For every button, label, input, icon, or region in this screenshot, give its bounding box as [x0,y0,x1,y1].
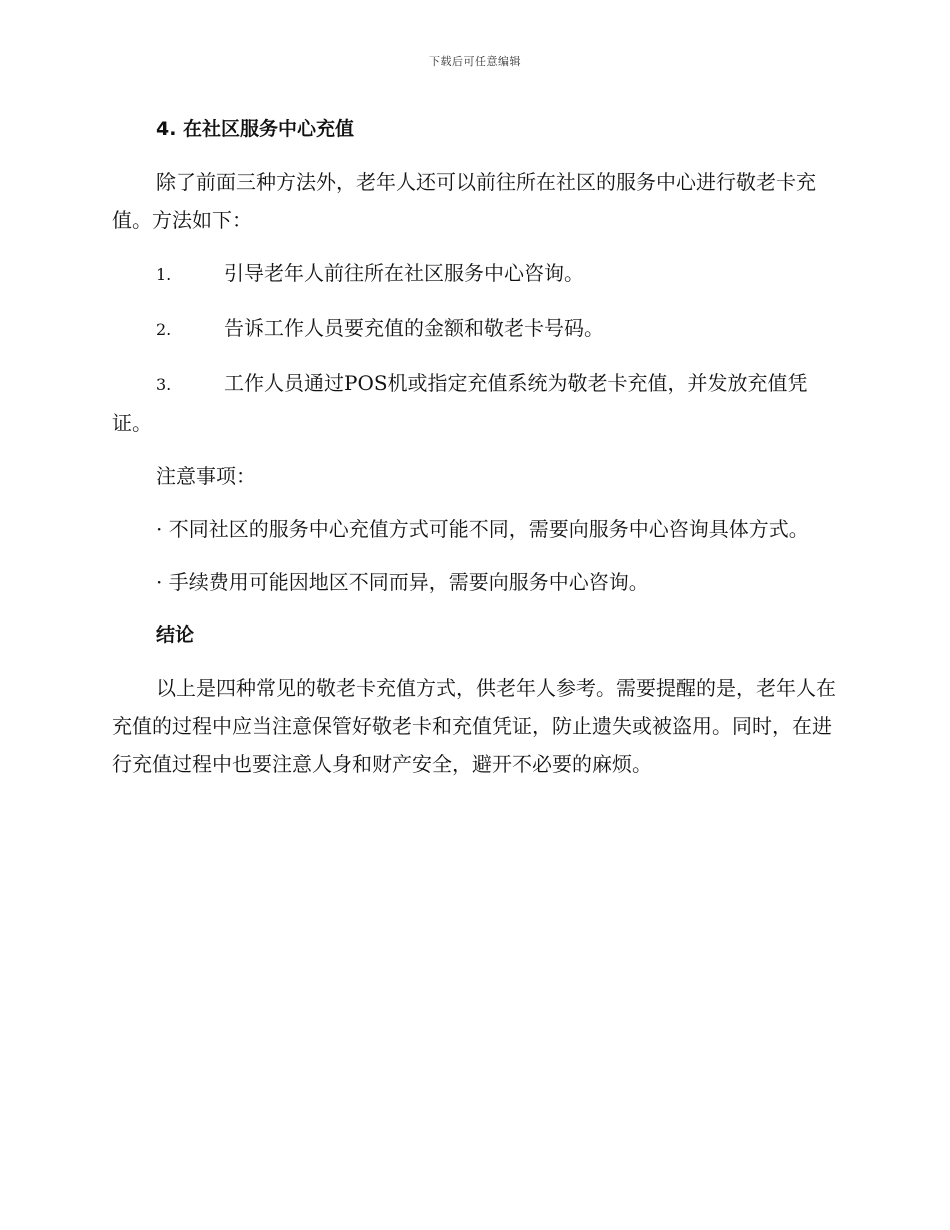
document-body [112,110,842,798]
step-text: 引导老年人前往所在社区服务中心咨询。 [224,261,584,285]
step-item [112,254,842,294]
page-header: 下载后可任意编辑 [429,55,521,68]
note-item: · 不同社区的服务中心充值方式可能不同，需要向服务中心咨询具体方式。 [156,517,809,541]
step-number: 3. [156,375,172,394]
step-number: 1. [156,265,172,284]
section-intro: 除了前面三种方法外，老年人还可以前往所在社区的服务中心进行敬老卡充值。方法如下： [112,170,816,232]
step-item [112,364,842,442]
notes-label: 注意事项： [156,464,256,488]
step-text: 工作人员通过POS机或指定充值系统为敬老卡充值，并发放充值凭证。 [112,371,808,435]
section-heading: 4. 在社区服务中心充值 [156,118,355,140]
step-text: 告诉工作人员要充值的金额和敬老卡号码。 [224,316,604,340]
conclusion-text: 以上是四种常见的敬老卡充值方式，供老年人参考。需要提醒的是，老年人在充值的过程中应当注意保管好敬老卡和充值凭证，防止遗失或被盗用。同时，在进行充值过程中也要注意人身和财产安全，避开不必要的麻烦。 [112,676,836,776]
step-number: 2. [156,320,172,339]
note-item: · 手续费用可能因地区不同而异，需要向服务中心咨询。 [156,570,649,594]
conclusion-heading: 结论 [156,624,195,646]
step-item [112,309,842,349]
